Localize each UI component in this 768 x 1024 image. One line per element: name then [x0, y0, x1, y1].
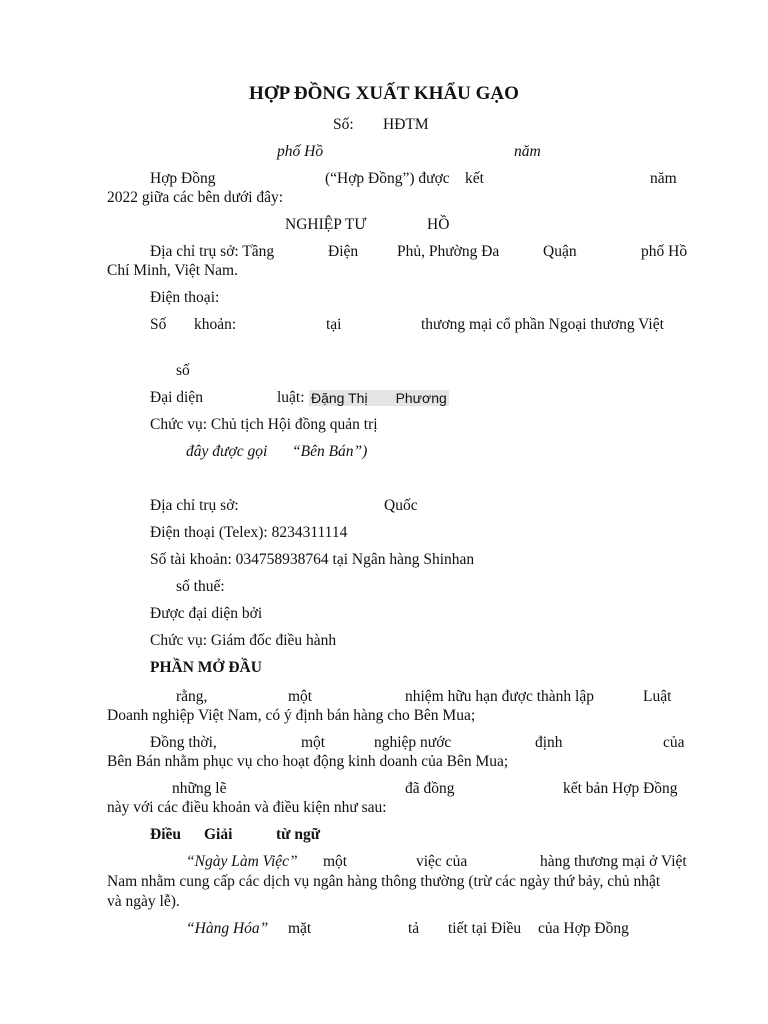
- seller-address: phố Hồ: [641, 243, 688, 260]
- intro-fragment: (“Hợp Đồng”) được: [325, 170, 450, 187]
- definition-line: Nam nhằm cung cấp các dịch vụ ngân hàng thông thường (trừ các ngày thứ bảy, chủ nhật: [107, 873, 661, 890]
- preamble-p3-line: này với các điều khoản và điều kiện như sau:: [107, 799, 387, 816]
- definition-text: của Hợp Đồng: [538, 920, 629, 937]
- definition-term: “Hàng Hóa”: [186, 920, 269, 937]
- buyer-rep: Được đại diện bởi: [150, 605, 263, 622]
- rep-name-highlight: [309, 390, 449, 406]
- article1-heading: từ ngữ: [276, 826, 321, 843]
- intro-fragment: kết: [465, 170, 484, 187]
- contract-number-label: Số:: [333, 116, 354, 133]
- preamble-p2: Đồng thời,: [150, 734, 217, 751]
- buyer-tax: số thuế:: [176, 578, 225, 595]
- preamble-p2: nghiệp nước: [374, 734, 452, 751]
- definition-text: hàng thương mại ở Việt: [540, 853, 687, 870]
- definition-line: và ngày lễ).: [107, 893, 180, 910]
- seller-position: Chức vụ: Chủ tịch Hội đồng quản trị: [150, 416, 378, 433]
- preamble-p1-line: Doanh nghiệp Việt Nam, có ý định bán hàng cho Bên Mua;: [107, 707, 476, 724]
- buyer-position: Chức vụ: Giám đốc điều hành: [150, 632, 337, 649]
- preamble-p2: của: [663, 734, 685, 751]
- place-text: phố Hồ: [277, 143, 324, 160]
- buyer-country: Quốc: [384, 497, 418, 514]
- rep-name-part: Đặng Thị: [311, 390, 368, 406]
- preamble-p1: Luật: [643, 688, 672, 705]
- preamble-p2: một: [301, 734, 326, 751]
- seller-rep: Đại diện: [150, 389, 203, 406]
- date-year-text: năm: [514, 143, 541, 160]
- seller-account: tại: [326, 316, 342, 333]
- seller-name: HỒ: [427, 216, 450, 233]
- seller-called: đây được gọi: [186, 443, 268, 460]
- article1-heading: Giải: [204, 826, 233, 843]
- intro-fragment: Hợp Đồng: [150, 170, 216, 187]
- seller-called: “Bên Bán”): [292, 443, 368, 460]
- seller-tax: số: [176, 362, 190, 379]
- seller-address: Địa chỉ trụ sở: Tầng: [150, 243, 275, 260]
- buyer-phone: Điện thoại (Telex): 8234311114: [150, 524, 348, 541]
- seller-rep: luật:: [277, 389, 305, 406]
- rep-name-part: Phương: [395, 390, 447, 406]
- definition-term: “Ngày Làm Việc”: [186, 853, 298, 870]
- definition-text: tiết tại Điều: [448, 920, 522, 937]
- preamble-p1: nhiệm hữu hạn được thành lập: [405, 688, 594, 705]
- article1-heading: Điều: [150, 826, 181, 843]
- contract-title: HỢP ĐỒNG XUẤT KHẨU GẠO: [249, 83, 519, 104]
- seller-account: khoản:: [194, 316, 237, 333]
- buyer-address: Địa chỉ trụ sở:: [150, 497, 239, 514]
- contract-number-code: HĐTM: [383, 116, 429, 133]
- preamble-p3: đã đồng: [405, 780, 455, 797]
- preamble-p3: những lẽ: [172, 780, 227, 797]
- definition-text: tả: [408, 920, 420, 937]
- buyer-account: Số tài khoản: 034758938764 tại Ngân hàng Shinhan: [150, 551, 475, 568]
- seller-account: Số: [150, 316, 167, 333]
- seller-name: NGHIỆP TƯ: [285, 216, 367, 233]
- definition-text: việc của: [416, 853, 468, 870]
- preamble-p2: định: [535, 734, 563, 751]
- seller-account: thương mại cổ phần Ngoại thương Việt: [421, 316, 664, 333]
- seller-address-line: Chí Minh, Việt Nam.: [107, 262, 238, 279]
- intro-fragment: năm: [650, 170, 677, 187]
- preamble-p3: kết bản Hợp Đồng: [563, 780, 678, 797]
- definition-text: mặt: [288, 920, 312, 937]
- seller-address: Điện: [328, 243, 359, 260]
- preamble-p1: một: [288, 688, 313, 705]
- seller-rep-name: [309, 388, 449, 409]
- preamble-heading: PHẦN MỞ ĐẦU: [150, 659, 262, 676]
- seller-phone: Điện thoại:: [150, 289, 220, 306]
- intro-line: 2022 giữa các bên dưới đây:: [107, 189, 284, 206]
- seller-address: Quận: [543, 243, 577, 260]
- seller-address: Phủ, Phường Đa: [397, 243, 500, 260]
- preamble-p2-line: Bên Bán nhằm phục vụ cho hoạt động kinh doanh của Bên Mua;: [107, 753, 509, 770]
- definition-text: một: [323, 853, 348, 870]
- preamble-p1: rằng,: [176, 688, 208, 705]
